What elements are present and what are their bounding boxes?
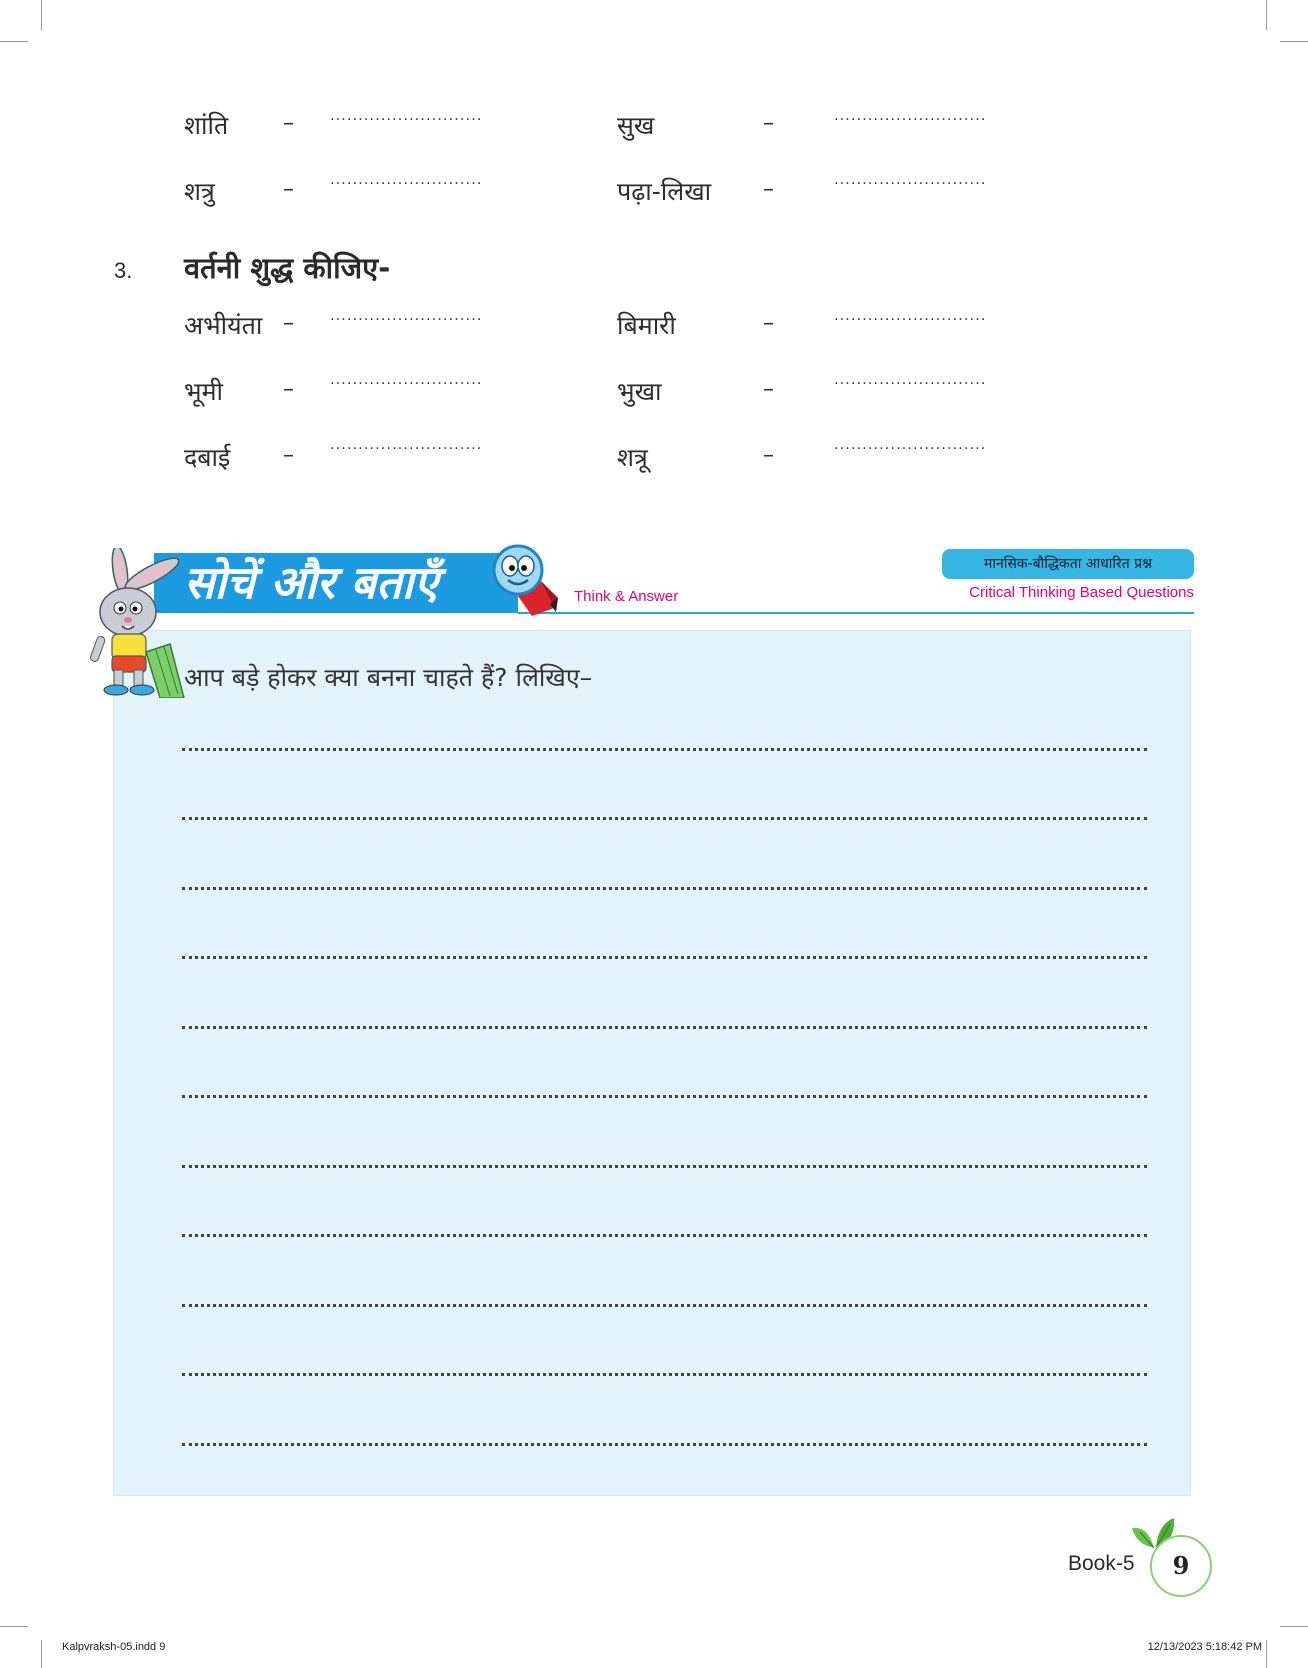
exercise-word: शत्रु — [184, 177, 215, 206]
answer-blank[interactable]: ........................... — [834, 308, 987, 324]
answer-blank[interactable]: ........................... — [330, 437, 483, 453]
dash: – — [763, 443, 774, 468]
answer-line[interactable] — [182, 1304, 1147, 1307]
dash: – — [283, 177, 294, 202]
print-timestamp: 12/13/2023 5:18:42 PM — [1147, 1641, 1262, 1653]
dash: – — [763, 377, 774, 402]
answer-line[interactable] — [182, 1026, 1147, 1029]
answer-line[interactable] — [182, 817, 1147, 820]
crop-mark — [0, 1626, 28, 1627]
answer-blank[interactable]: ........................... — [834, 108, 987, 124]
question-number: 3. — [114, 258, 133, 283]
section-divider — [518, 612, 1194, 614]
dash: – — [283, 443, 294, 468]
dash: – — [283, 111, 294, 136]
banner-subtitle: Think & Answer — [574, 588, 679, 605]
page-number: 9 — [1150, 1535, 1212, 1597]
answer-line[interactable] — [182, 1373, 1147, 1376]
answer-line[interactable] — [182, 748, 1147, 751]
exercise-word: भूमी — [184, 377, 224, 406]
section-banner-title: सोचें और बताएँ — [154, 553, 518, 613]
crop-mark — [41, 1640, 42, 1668]
answer-blank[interactable]: ........................... — [330, 108, 483, 124]
crop-mark — [1266, 0, 1267, 30]
dash: – — [763, 311, 774, 336]
crop-mark — [41, 0, 42, 30]
answer-blank[interactable]: ........................... — [834, 437, 987, 453]
answer-line[interactable] — [182, 1165, 1147, 1168]
answer-blank[interactable]: ........................... — [834, 172, 987, 188]
dash: – — [763, 111, 774, 136]
book-label: Book-5 — [1068, 1552, 1135, 1575]
crop-mark — [1280, 1626, 1308, 1627]
exercise-word: शत्रू — [617, 443, 648, 472]
answer-blank[interactable]: ........................... — [834, 372, 987, 388]
answer-line[interactable] — [182, 887, 1147, 890]
question-type-tag: मानसिक-बौद्धिकता आधारित प्रश्न — [942, 549, 1194, 579]
question-prompt: आप बड़े होकर क्या बनना चाहते हैं? लिखिए– — [184, 663, 593, 692]
exercise-word: अभीयंता — [184, 311, 263, 340]
exercise-word: दबाई — [184, 443, 231, 472]
dash: – — [283, 377, 294, 402]
answer-line[interactable] — [182, 1234, 1147, 1237]
exercise-word: बिमारी — [617, 311, 676, 340]
exercise-word: शांति — [184, 111, 229, 140]
answer-line[interactable] — [182, 1443, 1147, 1446]
exercise-word: सुख — [617, 111, 655, 140]
crop-mark — [1280, 41, 1308, 42]
answer-box — [113, 630, 1191, 1496]
exercise-word: भुखा — [617, 377, 662, 406]
print-file-name: Kalpvraksh-05.indd 9 — [62, 1641, 166, 1653]
exercise-word: पढ़ा-लिखा — [617, 177, 712, 206]
answer-blank[interactable]: ........................... — [330, 172, 483, 188]
dash: – — [283, 311, 294, 336]
crop-mark — [1266, 1640, 1267, 1668]
answer-blank[interactable]: ........................... — [330, 372, 483, 388]
answer-blank[interactable]: ........................... — [330, 308, 483, 324]
question-title: वर्तनी शुद्ध कीजिए- — [184, 251, 391, 285]
question-type-subtitle: Critical Thinking Based Questions — [969, 584, 1194, 601]
smiling-pencil-icon — [488, 538, 560, 618]
rabbit-mascot-illustration — [80, 548, 200, 698]
answer-line[interactable] — [182, 956, 1147, 959]
crop-mark — [0, 41, 28, 42]
answer-line[interactable] — [182, 1095, 1147, 1098]
dash: – — [763, 177, 774, 202]
